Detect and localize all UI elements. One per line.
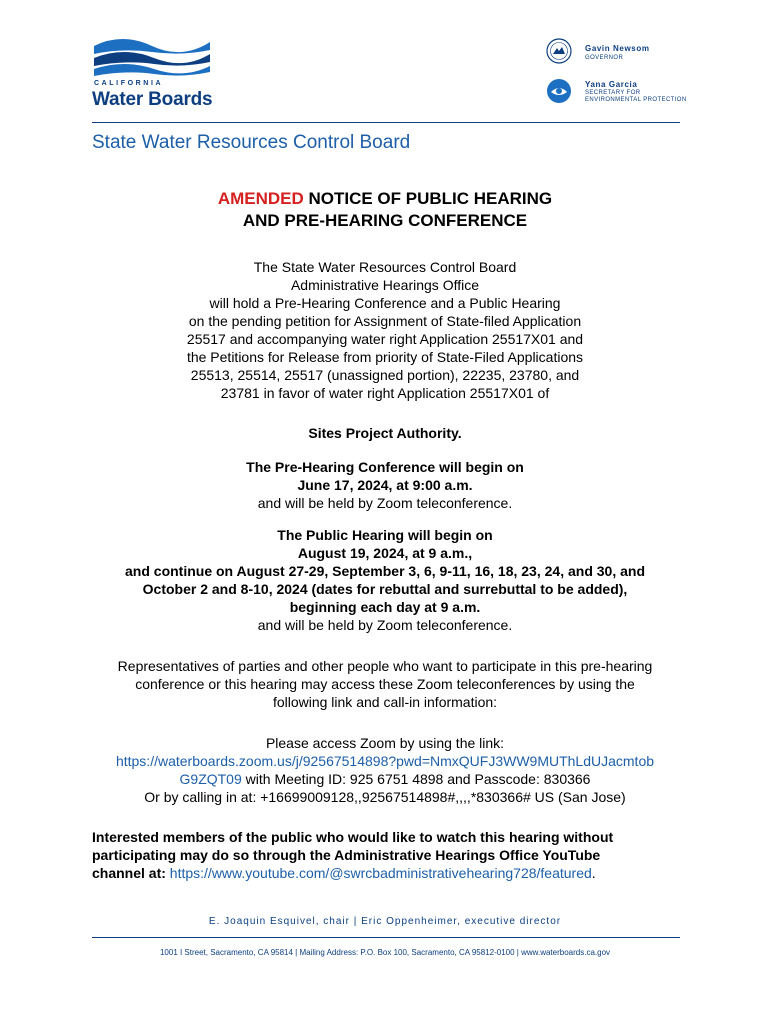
- intro-line: the Petitions for Release from priority of State-Filed Applications: [186, 349, 584, 365]
- notice-title-line2: AND PRE-HEARING CONFERENCE: [242, 211, 528, 230]
- intro-line: will hold a Pre-Hearing Conference and a Public Hearing: [209, 295, 561, 311]
- representatives-line: Representatives of parties and other people who want to participate in this pre-hearing: [117, 658, 653, 674]
- hearing-start-time: beginning each day at 9 a.m.: [289, 599, 481, 615]
- secretary-title-line1: SECRETARY FOR: [585, 90, 641, 96]
- period: .: [591, 865, 596, 881]
- zoom-link-continued[interactable]: G9ZQT09: [179, 771, 242, 787]
- agency-name: State Water Resources Control Board: [92, 132, 411, 153]
- footer-divider: [92, 937, 680, 938]
- zoom-meeting-info: with Meeting ID: 925 6751 4898 and Passcode: 830366: [241, 771, 591, 787]
- public-viewing-line: Interested members of the public who would like to watch this hearing without: [92, 829, 614, 845]
- intro-line: Administrative Hearings Office: [290, 277, 480, 293]
- state-seal-icon: [546, 38, 572, 64]
- intro-paragraph: [0, 258, 770, 402]
- secretary-title-line2: ENVIRONMENTAL PROTECTION: [585, 97, 687, 103]
- calepa-seal-icon: [546, 78, 572, 104]
- board-leadership: E. Joaquin Esquivel, chair | Eric Oppenheimer, executive director: [208, 916, 562, 927]
- intro-line: 25513, 25514, 25517 (unassigned portion), 22235, 23780, and: [190, 367, 580, 383]
- hearing-continuation: October 2 and 8-10, 2024 (dates for rebuttal and surrebuttal to be added),: [142, 581, 628, 597]
- governor-title: GOVERNOR: [585, 55, 624, 61]
- intro-line: The State Water Resources Control Board: [253, 259, 517, 275]
- public-viewing-paragraph: [92, 828, 692, 882]
- zoom-phone: Or by calling in at: +16699009128,,92567514898#,,,,*830366# US (San Jose): [144, 789, 626, 805]
- representatives-line: following link and call-in information:: [272, 694, 498, 710]
- representatives-paragraph: [0, 657, 770, 711]
- youtube-link[interactable]: https://www.youtube.com/@swrcbadministrativehearing728/featured: [169, 865, 592, 881]
- zoom-link[interactable]: https://waterboards.zoom.us/j/92567514898?pwd=NmxQUFJ3WW9MUThLdUJacmtob: [115, 753, 655, 769]
- footer-address: 1001 I Street, Sacramento, CA 95814 | Mailing Address: P.O. Box 100, Sacramento, CA 95812-0100 | www.waterboards.ca.gov: [159, 948, 611, 957]
- public-viewing-line: channel at:: [92, 865, 170, 881]
- authority-name: Sites Project Authority.: [308, 425, 462, 441]
- representatives-line: conference or this hearing may access these Zoom teleconferences by using the: [135, 676, 635, 692]
- zoom-intro: Please access Zoom by using the link:: [265, 735, 505, 751]
- zoom-section: [0, 734, 770, 806]
- prehearing-section: [0, 458, 770, 512]
- public-viewing-line: participating may do so through the Administrative Hearings Office YouTube: [92, 847, 601, 863]
- prehearing-date: June 17, 2024, at 9:00 a.m.: [297, 477, 473, 493]
- secretary-name: Yana Garcia: [585, 80, 638, 89]
- logo-title: Water Boards: [92, 89, 213, 110]
- amended-label: AMENDED: [217, 189, 304, 208]
- intro-line: 25517 and accompanying water right Application 25517X01 and: [186, 331, 584, 347]
- prehearing-line: The Pre-Hearing Conference will begin on: [246, 459, 524, 475]
- hearing-line: The Public Hearing will begin on: [277, 527, 493, 543]
- hearing-date: August 19, 2024, at 9 a.m.,: [297, 545, 473, 561]
- header-divider: [92, 122, 680, 123]
- prehearing-location: and will be held by Zoom teleconference.: [257, 495, 513, 511]
- hearing-location: and will be held by Zoom teleconference.: [257, 617, 513, 633]
- hearing-continuation: and continue on August 27-29, September 3, 6, 9-11, 16, 18, 23, 24, and 30, and: [125, 563, 645, 579]
- water-boards-logo: [92, 36, 222, 114]
- water-waves-icon: [92, 36, 222, 78]
- logo-state-label: CALIFORNIA: [94, 80, 164, 87]
- hearing-section: [0, 526, 770, 634]
- intro-line: on the pending petition for Assignment of State-filed Application: [188, 313, 582, 329]
- notice-title-line1: [0, 189, 770, 209]
- intro-line: 23781 in favor of water right Application 25517X01 of: [220, 385, 550, 401]
- governor-name: Gavin Newsom: [585, 44, 650, 53]
- notice-title-text: NOTICE OF PUBLIC HEARING: [303, 189, 553, 208]
